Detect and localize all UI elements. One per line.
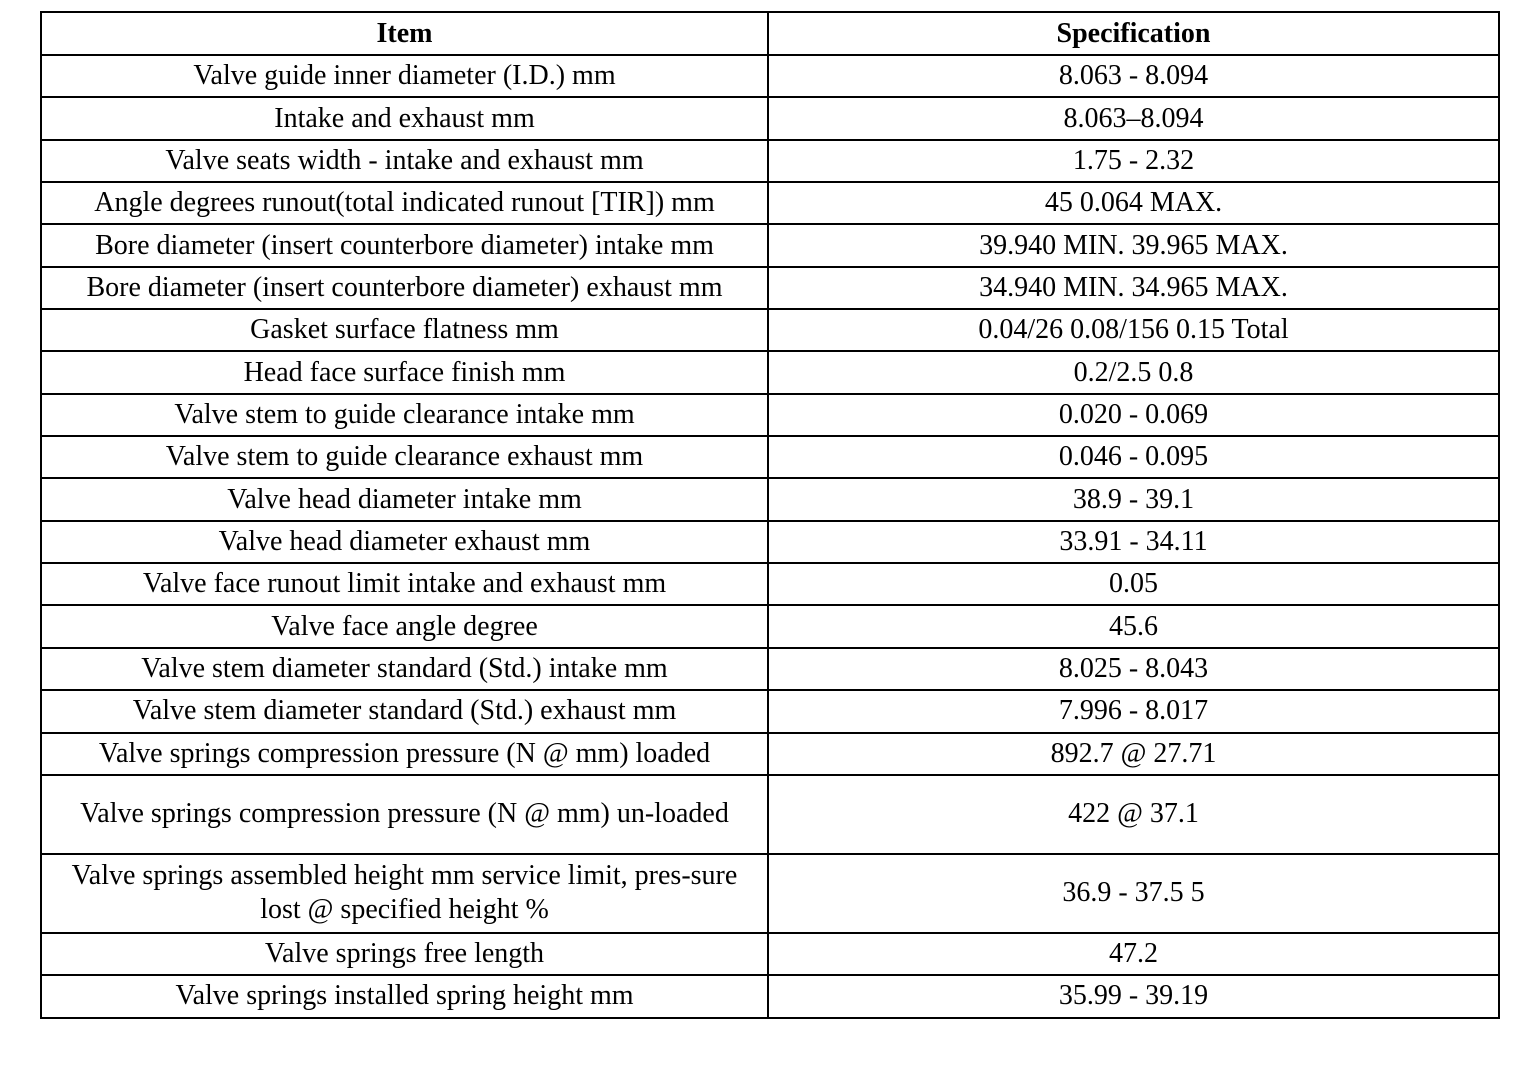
spec-cell: 892.7 @ 27.71 <box>768 733 1499 775</box>
spec-cell: 38.9 - 39.1 <box>768 478 1499 520</box>
table-row <box>41 690 1499 732</box>
table-row <box>41 648 1499 690</box>
spec-cell: 8.025 - 8.043 <box>768 648 1499 690</box>
item-cell: Head face surface finish mm <box>41 351 768 393</box>
table-row <box>41 933 1499 975</box>
spec-cell: 8.063–8.094 <box>768 97 1499 139</box>
table-row <box>41 267 1499 309</box>
item-cell: Valve stem diameter standard (Std.) exhaust mm <box>41 690 768 732</box>
item-cell: Valve stem to guide clearance intake mm <box>41 394 768 436</box>
spec-cell: 45.6 <box>768 605 1499 647</box>
item-cell: Intake and exhaust mm <box>41 97 768 139</box>
table-row <box>41 478 1499 520</box>
table-row <box>41 605 1499 647</box>
item-cell: Valve springs free length <box>41 933 768 975</box>
table-row <box>41 394 1499 436</box>
table-row <box>41 182 1499 224</box>
table-row <box>41 521 1499 563</box>
spec-cell: 0.046 - 0.095 <box>768 436 1499 478</box>
item-cell: Valve face runout limit intake and exhaust mm <box>41 563 768 605</box>
item-cell: Valve springs assembled height mm service limit, pres-sure lost @ specified height % <box>41 854 768 933</box>
spec-cell: 422 @ 37.1 <box>768 775 1499 854</box>
item-cell: Bore diameter (insert counterbore diameter) exhaust mm <box>41 267 768 309</box>
table-row <box>41 775 1499 854</box>
table-row <box>41 854 1499 933</box>
item-cell: Valve seats width - intake and exhaust mm <box>41 140 768 182</box>
column-header-item: Item <box>41 12 768 55</box>
item-cell: Valve springs compression pressure (N @ mm) un-loaded <box>41 775 768 854</box>
item-cell: Valve head diameter intake mm <box>41 478 768 520</box>
table-row <box>41 309 1499 351</box>
spec-cell: 33.91 - 34.11 <box>768 521 1499 563</box>
table-header-row <box>41 12 1499 55</box>
item-cell: Bore diameter (insert counterbore diameter) intake mm <box>41 224 768 266</box>
table-row <box>41 140 1499 182</box>
spec-table-container <box>40 11 1498 1019</box>
table-row <box>41 351 1499 393</box>
item-cell: Angle degrees runout(total indicated runout [TIR]) mm <box>41 182 768 224</box>
item-cell: Gasket surface flatness mm <box>41 309 768 351</box>
spec-cell: 0.020 - 0.069 <box>768 394 1499 436</box>
table-row <box>41 733 1499 775</box>
spec-cell: 0.2/2.5 0.8 <box>768 351 1499 393</box>
spec-cell: 0.05 <box>768 563 1499 605</box>
spec-cell: 0.04/26 0.08/156 0.15 Total <box>768 309 1499 351</box>
spec-cell: 36.9 - 37.5 5 <box>768 854 1499 933</box>
spec-cell: 34.940 MIN. 34.965 MAX. <box>768 267 1499 309</box>
table-row <box>41 436 1499 478</box>
item-cell: Valve face angle degree <box>41 605 768 647</box>
table-row <box>41 55 1499 97</box>
table-row <box>41 563 1499 605</box>
spec-cell: 47.2 <box>768 933 1499 975</box>
spec-cell: 39.940 MIN. 39.965 MAX. <box>768 224 1499 266</box>
item-cell: Valve stem to guide clearance exhaust mm <box>41 436 768 478</box>
item-cell: Valve stem diameter standard (Std.) intake mm <box>41 648 768 690</box>
table-row <box>41 97 1499 139</box>
column-header-specification: Specification <box>768 12 1499 55</box>
table-row <box>41 975 1499 1017</box>
spec-cell: 35.99 - 39.19 <box>768 975 1499 1017</box>
item-cell: Valve guide inner diameter (I.D.) mm <box>41 55 768 97</box>
spec-cell: 8.063 - 8.094 <box>768 55 1499 97</box>
table-row <box>41 224 1499 266</box>
item-cell: Valve head diameter exhaust mm <box>41 521 768 563</box>
item-cell: Valve springs compression pressure (N @ mm) loaded <box>41 733 768 775</box>
item-cell: Valve springs installed spring height mm <box>41 975 768 1017</box>
spec-cell: 7.996 - 8.017 <box>768 690 1499 732</box>
spec-cell: 1.75 - 2.32 <box>768 140 1499 182</box>
spec-table <box>40 11 1500 1019</box>
spec-cell: 45 0.064 MAX. <box>768 182 1499 224</box>
